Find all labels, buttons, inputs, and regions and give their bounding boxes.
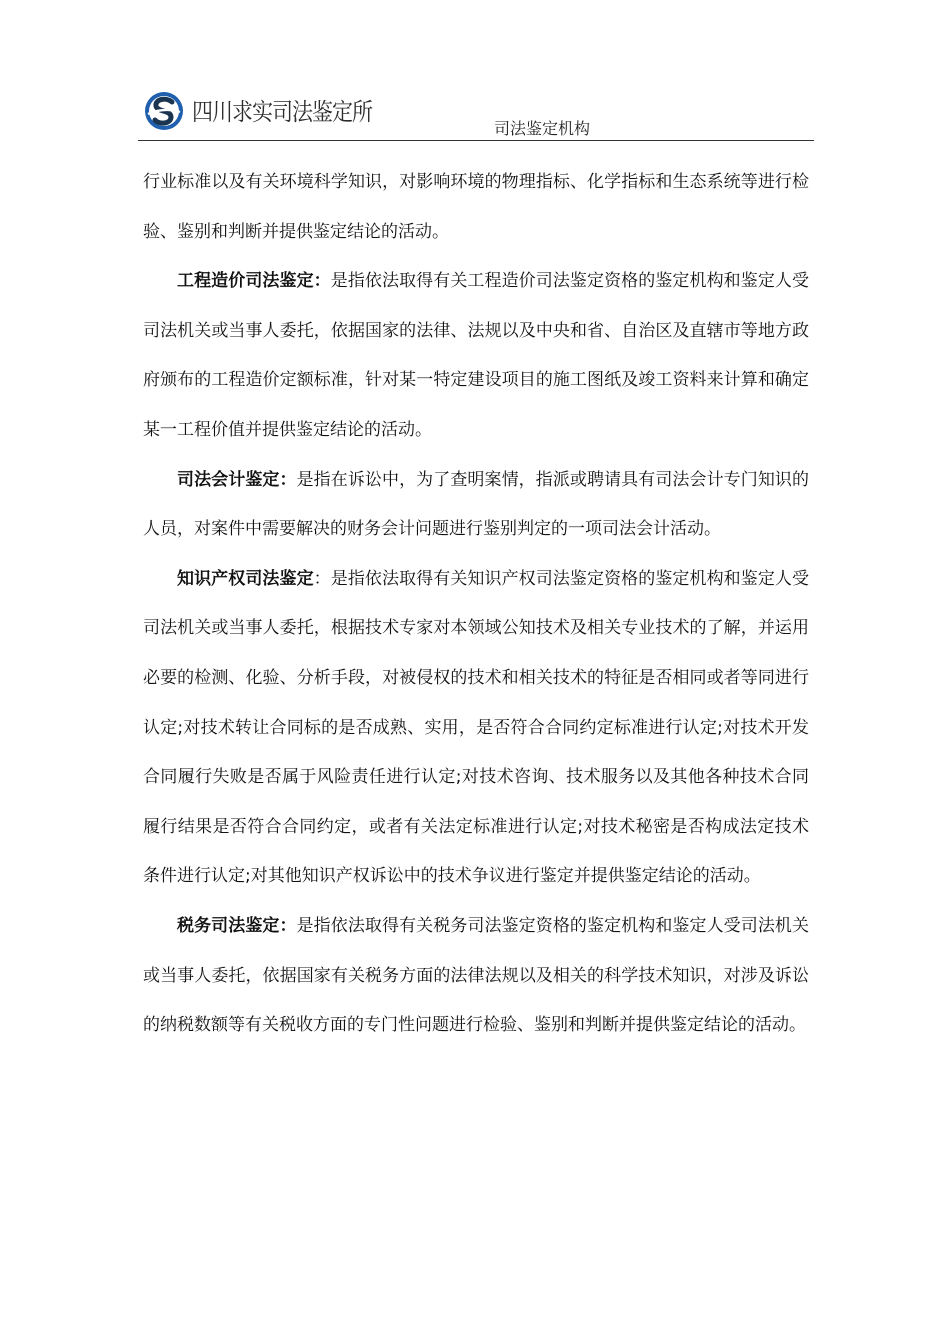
paragraph-5 [143, 902, 809, 1051]
page-header [138, 84, 814, 141]
logo [144, 86, 372, 136]
paragraph-2 [143, 257, 809, 455]
paragraph-text: ：是指依法取得有关知识产权司法鉴定资格的鉴定机构和鉴定人受司法机关或当事人委托，根据技术专家对本领域公知技术及相关专业技术的了解，并运用必要的检测、化验、分析手段，对被侵权的技术和相关技术的特征是否相同或者等同进行认定;对技术转让合同标的是否成熟、实用，是否符合合同约定标准进行认定;对技术开发合同履行失败是否属于风险责任进行认定;对技术咨询、技术服务以及其他各种技术合同履行结果是否符合合同约定，或者有关法定标准进行认定;对技术秘密是否构成法定技术条件进行认定;对其他知识产权诉讼中的技术争议进行鉴定并提供鉴定结论的活动。 [143, 568, 810, 887]
document-body [143, 158, 809, 1051]
paragraph-text: 行业标准以及有关环境科学知识，对影响环境的物理指标、化学指标和生态系统等进行检验、鉴别和判断并提供鉴定结论的活动。 [143, 172, 809, 242]
term-label: 工程造价司法鉴定： [177, 271, 331, 292]
term-label: 知识产权司法鉴定 [177, 568, 314, 589]
term-label: 税务司法鉴定： [177, 915, 297, 936]
paragraph-4 [143, 555, 809, 902]
term-label: 司法会计鉴定： [177, 469, 297, 490]
paragraph-1 [143, 158, 809, 257]
logo-text: 四川求实司法鉴定所 [192, 98, 372, 126]
paragraph-text: 是指依法取得有关税务司法鉴定资格的鉴定机构和鉴定人受司法机关或当事人委托，依据国家有关税务方面的法律法规以及相关的科学技术知识，对涉及诉讼的纳税数额等有关税收方面的专门性问题进行检验、鉴别和判断并提供鉴定结论的活动。 [143, 915, 810, 1036]
paragraph-3 [143, 456, 809, 555]
header-title: 司法鉴定机构 [494, 119, 591, 138]
paragraph-text: 是指依法取得有关工程造价司法鉴定资格的鉴定机构和鉴定人受司法机关或当事人委托，依据国家的法律、法规以及中央和省、自治区及直辖市等地方政府颁布的工程造价定额标准，针对某一特定建设项目的施工图纸及竣工资料来计算和确定某一工程价值并提供鉴定结论的活动。 [143, 271, 809, 440]
paragraph-text: 是指在诉讼中，为了查明案情，指派或聘请具有司法会计专门知识的人员，对案件中需要解决的财务会计问题进行鉴别判定的一项司法会计活动。 [143, 469, 810, 540]
s-emblem-icon [144, 91, 184, 131]
